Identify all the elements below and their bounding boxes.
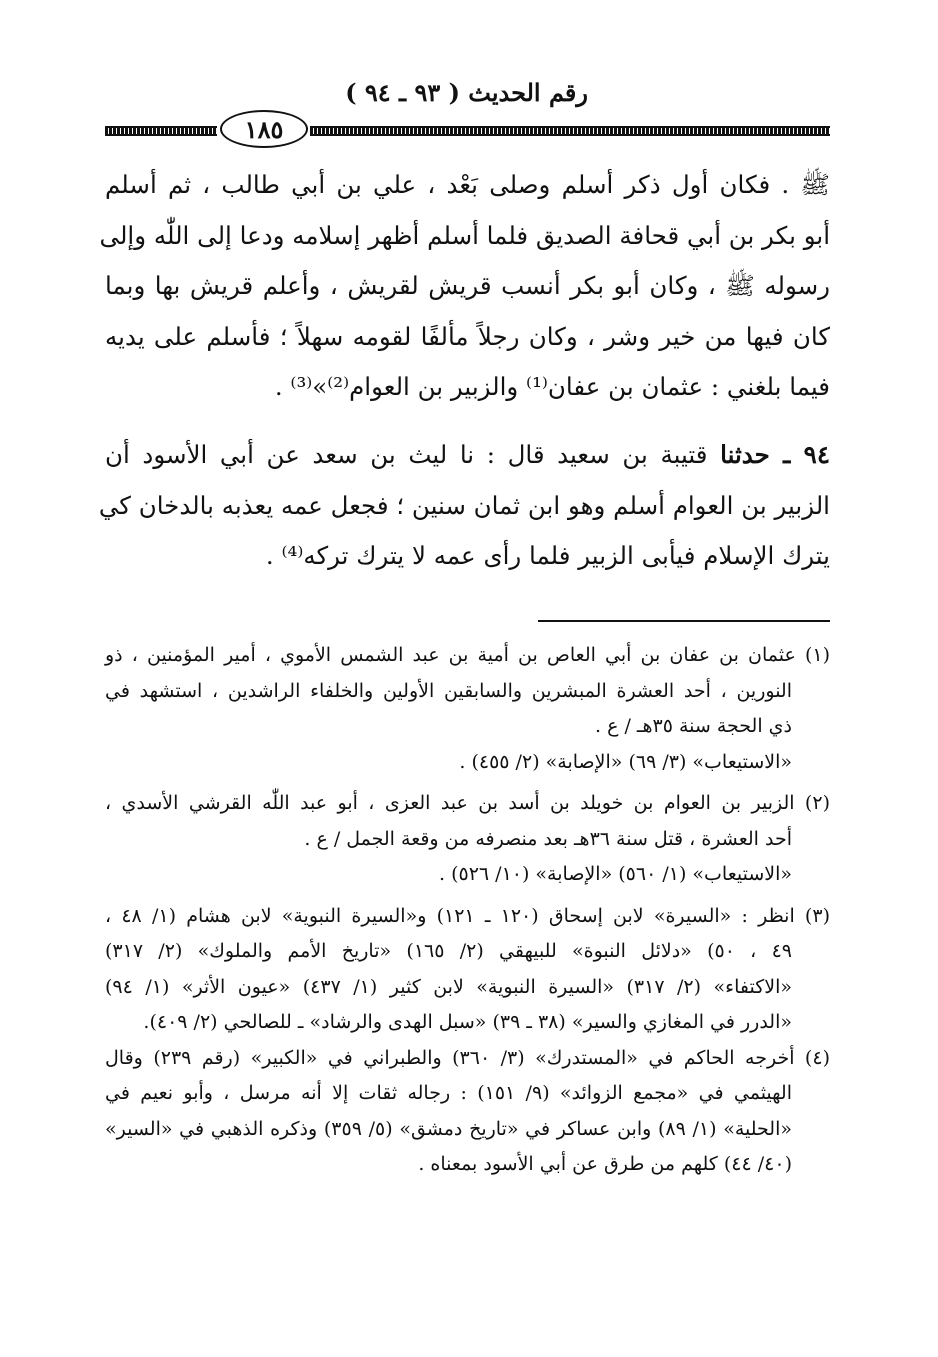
footnote-3-line: ٤٩ ، ٥٠) «دلائل النبوة» للبيهقي (٢/ ١٦٥) «تاريخ الأمم والملوك» (٢/ ٣١٧) xyxy=(105,940,793,962)
main-line: ﷺ . فكان أول ذكر أسلم وصلى بَعْد ، علي بن أبي طالب ، ثم أسلم xyxy=(105,170,830,199)
footnote-1-line: (١) عثمان بن عفان بن أبي العاص بن أمية بن عبد الشمس الأموي ، أمير المؤمنين ، ذو xyxy=(105,644,830,666)
hadith-94-line-3: يترك الإسلام فيأبى الزبير فلما رأى عمه لا يترك تركه⁽⁴⁾ . xyxy=(265,541,830,570)
main-text-hadith-94 xyxy=(98,430,830,582)
footnote-1-line: «الاستيعاب» (٣/ ٦٩) «الإصابة» (٢/ ٤٥٥) . xyxy=(459,750,792,773)
hadith-number: ٩٤ ـ حدثنا xyxy=(720,440,830,469)
footnote-2-line: أحد العشرة ، قتل سنة ٣٦هـ بعد منصرفه من وقعة الجمل / ع . xyxy=(304,827,792,850)
header-rule-left xyxy=(105,126,217,136)
page-header-title: رقم الحديث ( ٩٣ ـ ٩٤ ) xyxy=(345,78,588,107)
page-number-badge: ١٨٥ xyxy=(220,110,308,148)
main-line: أبو بكر بن أبي قحافة الصديق فلما أسلم أظهر إسلامه ودعا إلى اللّٰه وإلى xyxy=(99,220,830,250)
footnote-separator xyxy=(538,620,830,622)
footnotes xyxy=(105,638,830,1183)
main-line: فيما بلغني : عثمان بن عفان⁽¹⁾ والزبير بن العوام⁽²⁾»⁽³⁾ . xyxy=(274,372,830,401)
main-text-hadith-93 xyxy=(99,160,830,413)
main-line: رسوله ﷺ ، وكان أبو بكر أنسب قريش لقريش ، وأعلم قريش بها وبما xyxy=(105,271,830,300)
footnote-2-line: «الاستيعاب» (١/ ٥٦٠) «الإصابة» (١٠/ ٥٢٦) . xyxy=(438,863,792,885)
hadith-94-line-1 xyxy=(105,430,830,481)
main-line: كان فيها من خير وشر ، وكان رجلاً مألفًا لقومه سهلاً ؛ فأسلم على يديه xyxy=(105,321,830,351)
header-rule-right xyxy=(310,126,830,136)
hadith-94-line-2: الزبير بن العوام أسلم وهو ابن ثمان سنين ؛ فجعل عمه يعذبه بالدخان كي xyxy=(98,490,830,520)
footnote-4-line: «الحلية» (١/ ٨٩) وابن عساكر في «تاريخ دمشق» (٥/ ٣٥٩) وذكره الذهبي في «السير» xyxy=(105,1117,792,1140)
footnote-1-line: ذي الحجة سنة ٣٥هـ / ع . xyxy=(595,715,792,737)
footnote-4-line: الهيثمي في «مجمع الزوائد» (٩/ ١٥١) : رجاله ثقات إلا أنه مرسل ، وأبو نعيم في xyxy=(105,1082,792,1104)
footnote-3-line: «الدرر في المغازي والسير» (٣٨ ـ ٣٩) «سبل الهدى والرشاد» ـ للصالحي (٢/ ٤٠٩). xyxy=(143,1011,792,1033)
footnote-1-line: النورين ، أحد العشرة المبشرين والسابقين الأولين والخلفاء الراشدين ، استشهد في xyxy=(105,679,792,702)
footnote-4-line: (٤٠/ ٤٤) كلهم من طرق عن أبي الأسود بمعناه . xyxy=(418,1153,792,1175)
hadith-94-line-1-rest: قتيبة بن سعيد قال : نا ليث بن سعد عن أبي الأسود أن xyxy=(105,440,721,469)
footnote-3-line: «الاكتفاء» (٢/ ٣١٧) «السيرة النبوية» لابن كثير (١/ ٤٣٧) «عيون الأثر» (١/ ٩٤) xyxy=(105,975,792,998)
footnote-3-line: (٣) انظر : «السيرة» لابن إسحاق (١٢٠ ـ ١٢١) و«السيرة النبوية» لابن هشام (١/ ٤٨ ، xyxy=(105,904,830,927)
footnote-4-line: (٤) أخرجه الحاكم في «المستدرك» (٣/ ٣٦٠) والطبراني في «الكبير» (رقم ٢٣٩) وقال xyxy=(105,1046,830,1069)
footnote-2-line: (٢) الزبير بن العوام بن خويلد بن أسد بن عبد العزى ، أبو عبد اللّٰه القرشي الأسدي ، xyxy=(105,792,830,814)
